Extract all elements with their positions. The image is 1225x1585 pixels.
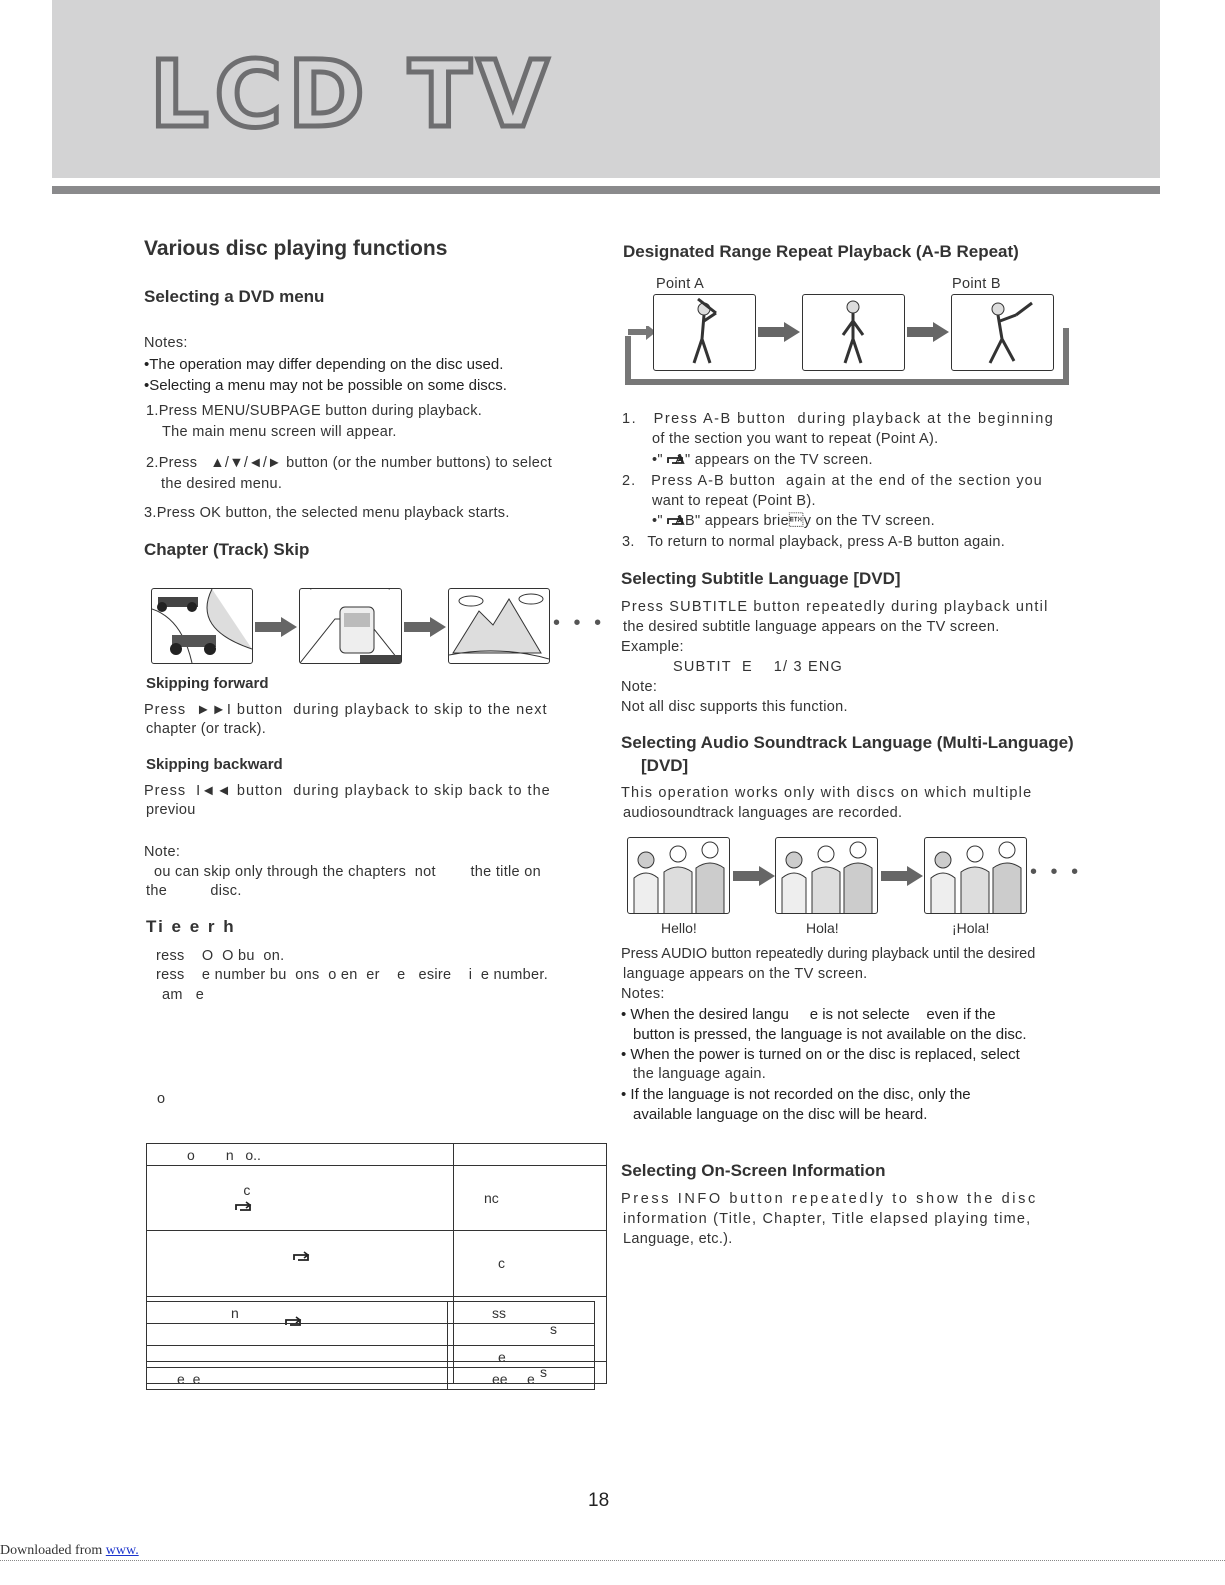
ab-step: want to repeat (Point B). — [652, 493, 816, 509]
table-cell: c — [454, 1231, 607, 1296]
note-text: •The operation may differ depending on the disc used. — [144, 356, 504, 373]
mountain-icon — [449, 589, 549, 663]
people-illustration — [775, 837, 878, 914]
table-row — [147, 1324, 595, 1346]
table-row — [147, 1346, 595, 1368]
business-people-icon — [776, 838, 877, 913]
arrow-right-icon — [907, 322, 949, 342]
note-text: • If the language is not recorded on the disc, only the — [621, 1086, 971, 1103]
step-text: the desired menu. — [161, 476, 283, 492]
subtitle-text: Press SUBTITLE button repeatedly during playback until — [621, 599, 1049, 615]
step-text: 1.Press MENU/SUBPAGE button during playback. — [146, 403, 483, 419]
audio-text: Press AUDIO button repeatedly during playback until the desired — [621, 946, 1036, 962]
arrow-right-icon — [255, 617, 297, 637]
skip-forward-text: chapter (or track). — [146, 721, 267, 737]
audio-intro: This operation works only with discs on which multiple — [621, 785, 1033, 801]
table-cell: ee e — [448, 1368, 595, 1390]
logo — [146, 48, 616, 136]
note-text: •Selecting a menu may not be possible on some discs. — [144, 377, 507, 394]
baseball-player-icon — [803, 295, 904, 370]
audio-text: language appears on the TV screen. — [623, 966, 868, 982]
repeat-icon — [290, 1250, 312, 1264]
baseball-player-icon — [654, 295, 755, 370]
note-label: Note: — [144, 844, 181, 860]
table-cell — [147, 1231, 454, 1296]
note-text: the disc. — [146, 883, 242, 899]
note-text: ou can skip only through the chapters not the title on — [154, 864, 541, 880]
subtitle-text: the desired subtitle language appears on the TV screen. — [623, 619, 1000, 635]
footer — [0, 1543, 139, 1559]
info-text: information (Title, Chapter, Title elapsed playing time, — [623, 1211, 1032, 1227]
skip-forward-text: Press ►►I button during playback to skip to the next — [144, 702, 548, 718]
table-cell — [147, 1166, 454, 1231]
table-row — [147, 1302, 595, 1324]
ab-step: •" AB" appears briey on the TV screen. — [652, 513, 935, 529]
footer-link[interactable]: www. — [105, 1543, 139, 1558]
table-cell: o n o.. — [147, 1144, 454, 1166]
chapter-skip-heading: Chapter (Track) Skip — [144, 540, 310, 559]
step-text: 2.Press ▲/▼/◄/► button (or the number buttons) to select — [146, 455, 553, 471]
logo-text: LCD TV — [150, 48, 555, 136]
ab-step: 2. Press A-B button again at the end of the section you — [622, 473, 1043, 489]
arrow-right-icon — [404, 617, 446, 637]
table-row — [147, 1231, 607, 1296]
race-car-icon — [152, 589, 252, 663]
title-search-heading: Ti e e r h — [146, 917, 236, 936]
info-table — [146, 1301, 595, 1390]
people-illustration — [924, 837, 1027, 914]
skipping-forward-heading: Skipping forward — [146, 675, 269, 692]
skip-backward-text: Press I◄◄ button during playback to skip back to the — [144, 783, 551, 799]
people-illustration — [627, 837, 730, 914]
batter-illustration — [951, 294, 1054, 371]
note-text: button is pressed, the language is not available on the disc. — [633, 1026, 1027, 1043]
subtitle-heading: Selecting Subtitle Language [DVD] — [621, 569, 901, 588]
point-a-label: Point A — [656, 276, 705, 292]
more-dots: • • • — [553, 612, 606, 634]
note-text: the language again. — [633, 1066, 767, 1082]
table-cell: s — [454, 1361, 607, 1383]
example-label: Example: — [621, 639, 684, 655]
language-caption: ¡Hola! — [952, 920, 990, 936]
header-rule — [52, 186, 1160, 194]
note-label: Note: — [621, 679, 658, 695]
point-b-label: Point B — [952, 276, 1001, 292]
table-row — [147, 1368, 595, 1390]
repeat-icon — [664, 453, 686, 467]
table-cell — [147, 1324, 448, 1346]
title-search-text: o — [157, 1091, 166, 1107]
table-cell: n — [147, 1302, 448, 1324]
skip-backward-text: previou — [146, 802, 196, 818]
language-caption: Hola! — [806, 920, 839, 936]
train-icon — [300, 589, 401, 663]
table-cell: s — [454, 1296, 607, 1361]
footer-text: Downloaded from — [0, 1543, 106, 1558]
note-text: • When the power is turned on or the disc is replaced, select — [621, 1046, 1020, 1063]
business-people-icon — [925, 838, 1026, 913]
baseball-player-icon — [952, 295, 1053, 370]
audio-intro: audiosoundtrack languages are recorded. — [623, 805, 903, 821]
table-cell — [147, 1346, 448, 1368]
table-cell: e — [448, 1346, 595, 1368]
audio-heading: [DVD] — [641, 756, 689, 775]
page-number: 18 — [588, 1490, 610, 1511]
repeat-icon — [664, 514, 686, 528]
step-text: The main menu screen will appear. — [162, 424, 397, 440]
notes-label: Notes: — [144, 335, 188, 351]
table-cell: nc — [454, 1166, 607, 1231]
table-row — [147, 1166, 607, 1231]
table-cell — [448, 1324, 595, 1346]
title-search-step: ress e number bu ons o en er e esire i e number. — [156, 967, 549, 983]
arrow-right-icon — [733, 866, 775, 886]
ab-repeat-heading: Designated Range Repeat Playback (A-B Repeat) — [623, 242, 1019, 261]
batter-illustration — [802, 294, 905, 371]
business-people-icon — [628, 838, 729, 913]
example-value: SUBTIT E 1/ 3 ENG — [673, 659, 843, 675]
info-text: Press INFO button repeatedly to show the disc — [621, 1191, 1038, 1207]
note-text: available language on the disc will be heard. — [633, 1106, 928, 1123]
ab-step: of the section you want to repeat (Point A). — [652, 431, 939, 447]
title-search-step: ress O O bu on. — [156, 948, 285, 964]
note-text: Not all disc supports this function. — [621, 699, 848, 715]
table-cell: ss — [448, 1302, 595, 1324]
audio-heading: Selecting Audio Soundtrack Language (Multi-Language) — [621, 733, 1074, 752]
repeat-icon — [232, 1200, 254, 1214]
step-text: 3.Press OK button, the selected menu playback starts. — [144, 505, 510, 521]
table-cell-text: c — [243, 1182, 251, 1198]
more-dots: • • • — [1030, 861, 1083, 883]
race-car-illustration — [151, 588, 253, 664]
mountain-illustration — [448, 588, 550, 664]
info-heading: Selecting On-Screen Information — [621, 1161, 886, 1180]
note-text: • When the desired langu e is not selecte even if the — [621, 1006, 996, 1023]
ab-step: 3. To return to normal playback, press A-B button again. — [622, 534, 1006, 550]
notes-label: Notes: — [621, 986, 665, 1002]
title-search-example: am e — [162, 987, 205, 1003]
arrow-right-icon — [758, 322, 800, 342]
batter-illustration — [653, 294, 756, 371]
table-cell: e e — [147, 1368, 448, 1390]
skipping-backward-heading: Skipping backward — [146, 756, 283, 773]
arrow-right-icon — [881, 866, 923, 886]
table-cell — [454, 1144, 607, 1166]
dvd-menu-heading: Selecting a DVD menu — [144, 287, 325, 306]
train-illustration — [299, 588, 402, 664]
ab-step: •" A" appears on the TV screen. — [652, 452, 873, 468]
ab-step: 1. Press A-B button during playback at the beginning — [622, 411, 1055, 427]
table-row — [147, 1144, 607, 1166]
language-caption: Hello! — [661, 920, 697, 936]
info-text: Language, etc.). — [623, 1231, 733, 1247]
section-title: Various disc playing functions — [144, 237, 448, 260]
footer-rule — [0, 1560, 1225, 1561]
